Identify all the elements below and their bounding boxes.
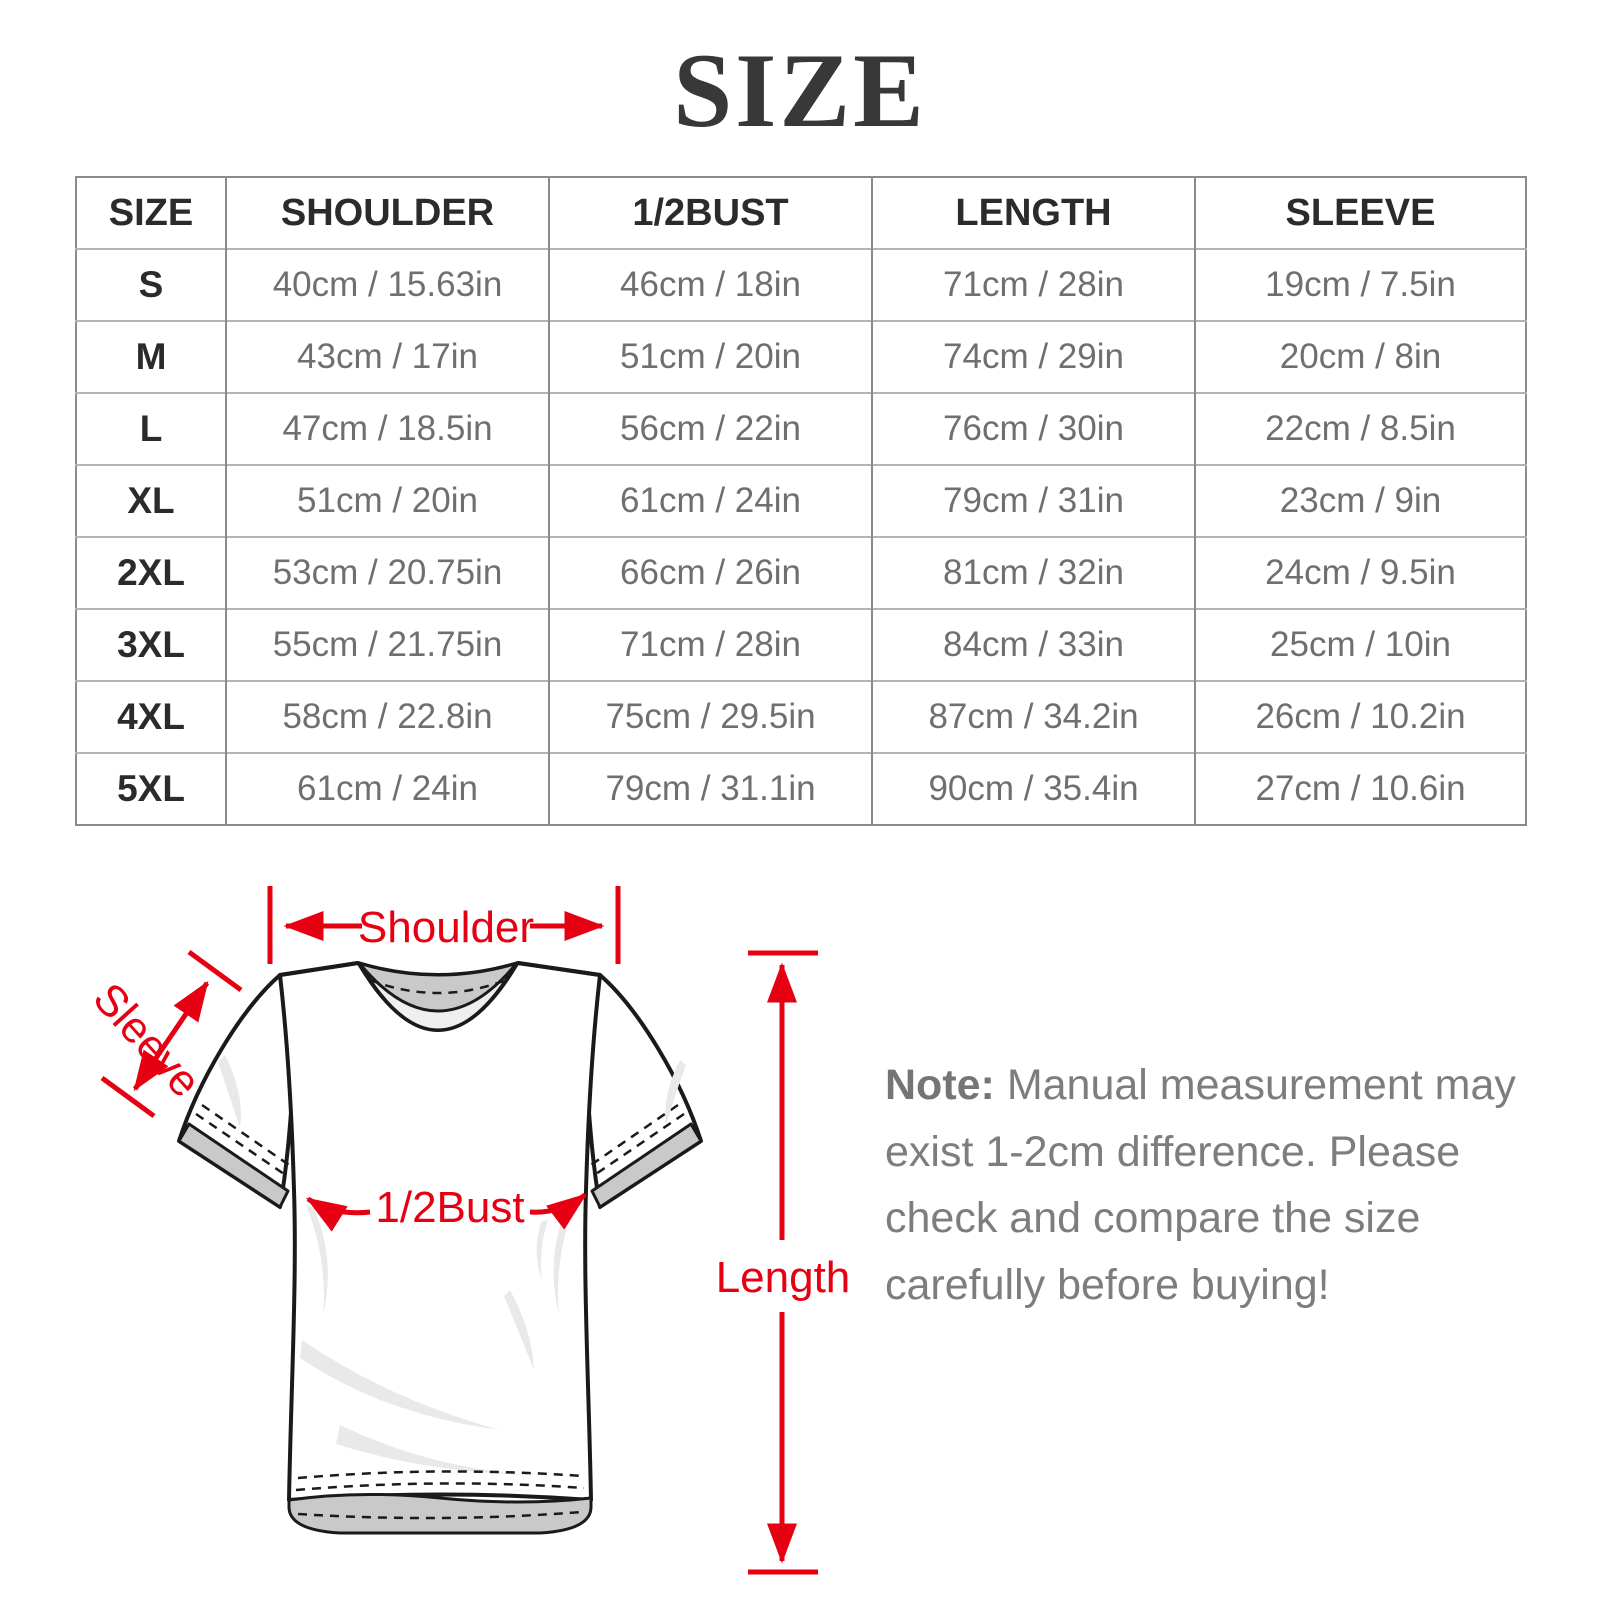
note-prefix: Note:	[885, 1061, 995, 1109]
table-row	[76, 753, 1526, 825]
value-cell: 79cm / 31in	[872, 465, 1195, 537]
table-row	[76, 465, 1526, 537]
size-cell: 5XL	[76, 753, 226, 825]
shoulder-label: Shoulder	[357, 903, 535, 952]
tshirt-measurement-diagram	[40, 860, 880, 1580]
size-table	[75, 176, 1527, 826]
table-row	[76, 537, 1526, 609]
tshirt-illustration	[179, 963, 701, 1533]
shoulder-measure	[270, 886, 618, 964]
size-cell: M	[76, 321, 226, 393]
sleeve-label: Sleeve	[83, 973, 210, 1107]
table-row	[76, 393, 1526, 465]
value-cell: 61cm / 24in	[549, 465, 872, 537]
size-cell: S	[76, 249, 226, 321]
note-body: Manual measurement may exist 1-2cm difference. Please check and compare the size carefully before buying!	[885, 1061, 1516, 1309]
value-cell: 90cm / 35.4in	[872, 753, 1195, 825]
value-cell: 66cm / 26in	[549, 537, 872, 609]
value-cell: 71cm / 28in	[549, 609, 872, 681]
size-table-header	[76, 177, 1526, 249]
value-cell: 40cm / 15.63in	[226, 249, 549, 321]
length-label: Length	[715, 1253, 851, 1302]
value-cell: 76cm / 30in	[872, 393, 1195, 465]
value-cell: 87cm / 34.2in	[872, 681, 1195, 753]
value-cell: 47cm / 18.5in	[226, 393, 549, 465]
size-cell: XL	[76, 465, 226, 537]
value-cell: 51cm / 20in	[549, 321, 872, 393]
value-cell: 79cm / 31.1in	[549, 753, 872, 825]
note-text	[885, 1052, 1525, 1319]
value-cell: 27cm / 10.6in	[1195, 753, 1526, 825]
column-header: 1/2BUST	[549, 177, 872, 249]
size-cell: L	[76, 393, 226, 465]
column-header: SIZE	[108, 191, 194, 234]
table-row	[76, 609, 1526, 681]
value-cell: 22cm / 8.5in	[1195, 393, 1526, 465]
value-cell: 46cm / 18in	[549, 249, 872, 321]
header-row	[76, 177, 1526, 249]
value-cell: 81cm / 32in	[872, 537, 1195, 609]
size-cell: 4XL	[76, 681, 226, 753]
size-table-body	[76, 249, 1526, 825]
value-cell: 20cm / 8in	[1195, 321, 1526, 393]
value-cell: 23cm / 9in	[1195, 465, 1526, 537]
column-header: SLEEVE	[1195, 177, 1526, 249]
value-cell: 24cm / 9.5in	[1195, 537, 1526, 609]
bust-label: 1/2Bust	[375, 1183, 525, 1232]
size-cell: 2XL	[76, 537, 226, 609]
page-title: SIZE	[673, 32, 927, 149]
value-cell: 74cm / 29in	[872, 321, 1195, 393]
value-cell: 51cm / 20in	[226, 465, 549, 537]
value-cell: 43cm / 17in	[226, 321, 549, 393]
value-cell: 71cm / 28in	[872, 249, 1195, 321]
table-row	[76, 681, 1526, 753]
column-header: SHOULDER	[226, 177, 549, 249]
length-measure	[716, 953, 851, 1572]
table-row	[76, 249, 1526, 321]
size-cell: 3XL	[76, 609, 226, 681]
value-cell: 26cm / 10.2in	[1195, 681, 1526, 753]
table-row	[76, 321, 1526, 393]
value-cell: 58cm / 22.8in	[226, 681, 549, 753]
value-cell: 75cm / 29.5in	[549, 681, 872, 753]
value-cell: 55cm / 21.75in	[226, 609, 549, 681]
value-cell: 19cm / 7.5in	[1195, 249, 1526, 321]
column-header: LENGTH	[872, 177, 1195, 249]
value-cell: 25cm / 10in	[1195, 609, 1526, 681]
value-cell: 61cm / 24in	[226, 753, 549, 825]
value-cell: 56cm / 22in	[549, 393, 872, 465]
value-cell: 84cm / 33in	[872, 609, 1195, 681]
value-cell: 53cm / 20.75in	[226, 537, 549, 609]
